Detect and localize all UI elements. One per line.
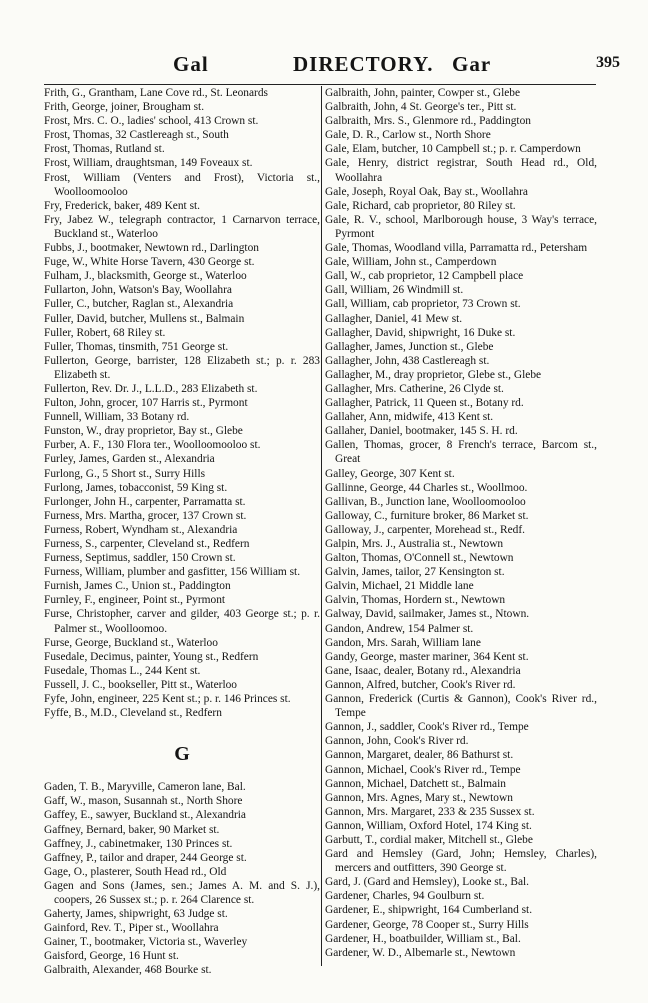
directory-entry: Fubbs, J., bootmaker, Newtown rd., Darlington: [44, 242, 259, 255]
directory-entry: Furnish, James C., Union st., Paddington: [44, 580, 231, 593]
directory-entry: Gale, Elam, butcher, 10 Campbell st.; p. r. Camperdown: [325, 143, 581, 156]
directory-entry: Gallen, Thomas, grocer, 8 French's terrace, Barcom st., Great: [325, 439, 597, 466]
directory-entry: Fyffe, B., M.D., Cleveland st., Redfern: [44, 707, 222, 720]
directory-entry: Galvin, James, tailor, 27 Kensington st.: [325, 566, 505, 579]
directory-entry: Frost, William, draughtsman, 149 Foveaux st.: [44, 157, 253, 170]
directory-entry: Gard and Hemsley (Gard, John; Hemsley, Charles), mercers and outfitters, 390 George st.: [325, 848, 597, 875]
directory-entry: Gallivan, B., Junction lane, Woolloomooloo: [325, 495, 526, 508]
directory-entry: Gannon, Mrs. Margaret, 233 & 235 Sussex st.: [325, 805, 535, 818]
directory-entry: Frost, Thomas, Rutland st.: [44, 143, 165, 156]
directory-entry: Galton, Thomas, O'Connell st., Newtown: [325, 552, 514, 565]
directory-entry: Galpin, Mrs. J., Australia st., Newtown: [325, 538, 504, 550]
directory-entry: Gannon, Frederick (Curtis & Gannon), Cook's River rd., Tempe: [325, 693, 597, 720]
directory-entry: Frost, Thomas, 32 Castlereagh st., South: [44, 129, 229, 142]
directory-entry: Galway, David, sailmaker, James st., Ntown.: [325, 608, 530, 621]
directory-entry: Gannon, Michael, Datchett st., Balmain: [325, 777, 506, 790]
directory-entry: Gallaher, Daniel, bootmaker, 145 S. H. rd.: [325, 425, 518, 438]
directory-entry: Furlong, G., 5 Short st., Surry Hills: [44, 467, 206, 480]
directory-entry: Gallagher, David, shipwright, 16 Duke st.: [325, 326, 516, 339]
directory-entry: Funnell, William, 33 Botany rd.: [44, 411, 190, 424]
directory-entry: Fry, Frederick, baker, 489 Kent st.: [44, 199, 201, 212]
directory-entry: Frith, George, joiner, Brougham st.: [44, 101, 205, 114]
directory-entry: Gallinne, George, 44 Charles st., Woollmoo.: [325, 481, 528, 494]
directory-entry: Fyfe, John, engineer, 225 Kent st.; p. r. 146 Princes st.: [44, 693, 291, 706]
directory-entry: Fussell, J. C., bookseller, Pitt st., Waterloo: [44, 678, 238, 691]
directory-entry: Gale, R. V., school, Marlborough house, 3 Way's terrace, Pyrmont: [325, 213, 597, 240]
directory-entry: Fullerton, Rev. Dr. J., L.L.D., 283 Elizabeth st.: [44, 382, 258, 395]
directory-entry: Fusedale, Thomas L., 244 Kent st.: [44, 664, 201, 677]
header-title: DIRECTORY.: [293, 52, 434, 76]
directory-entry: Fulham, J., blacksmith, George st., Waterloo: [44, 270, 247, 283]
directory-entry: Gaffney, Bernard, baker, 90 Market st.: [44, 823, 220, 836]
directory-entry: Fusedale, Decimus, painter, Young st., Redfern: [44, 650, 259, 663]
directory-entry: Galvin, Thomas, Hordern st., Newtown: [325, 594, 506, 607]
directory-entry: Furness, Septimus, saddler, 150 Crown st.: [44, 552, 236, 565]
directory-entry: Furlong, James, tobacconist, 59 King st.: [44, 481, 228, 494]
directory-entry: Galbraith, Alexander, 468 Bourke st.: [44, 964, 212, 977]
directory-entry: Frith, G., Grantham, Lane Cove rd., St. Leonards: [44, 87, 268, 99]
directory-entry: Galbraith, John, 4 St. George's ter., Pitt st.: [325, 101, 517, 114]
header-right-word: Gar: [452, 52, 492, 76]
directory-entry: Furness, Mrs. Martha, grocer, 137 Crown st.: [44, 509, 247, 522]
directory-entry: Gardener, W. D., Albemarle st., Newtown: [325, 946, 516, 959]
directory-entry: Fulton, John, grocer, 107 Harris st., Pyrmont: [44, 397, 248, 410]
directory-entry: Fullerton, George, barrister, 128 Elizabeth st.; p. r. 283 Elizabeth st.: [44, 354, 320, 381]
directory-entry: Gale, Richard, cab proprietor, 80 Riley st.: [325, 199, 516, 212]
directory-entry: Gallagher, Mrs. Catherine, 26 Clyde st.: [325, 382, 504, 395]
left-column: [44, 86, 320, 978]
directory-entry: Gallagher, Daniel, 41 Mew st.: [325, 312, 463, 325]
directory-entry: Gallaher, Ann, midwife, 413 Kent st.: [325, 411, 494, 424]
directory-entry: Galley, George, 307 Kent st.: [325, 467, 455, 480]
directory-entry: Gaffey, E., sawyer, Buckland st., Alexandria: [44, 809, 246, 822]
directory-entry: Gandon, Andrew, 154 Palmer st.: [325, 622, 474, 635]
directory-entry: Gale, William, John st., Camperdown: [325, 256, 497, 269]
directory-entry: Gardener, George, 78 Cooper st., Surry Hills: [325, 918, 529, 931]
header-rule: [44, 84, 596, 85]
page-number: 395: [596, 54, 620, 71]
directory-entry: Gaffney, J., cabinetmaker, 130 Princes st.: [44, 837, 233, 850]
directory-entry: Fuller, David, butcher, Mullens st., Balmain: [44, 312, 245, 325]
directory-entry: Gall, William, 26 Windmill st.: [325, 284, 464, 297]
directory-entry: Gainford, Rev. T., Piper st., Woollahra: [44, 922, 219, 935]
directory-entry: Gannon, Margaret, dealer, 86 Bathurst st.: [325, 749, 514, 762]
directory-entry: Gaden, T. B., Maryville, Cameron lane, Bal.: [44, 781, 246, 794]
directory-entry: Galvin, Michael, 21 Middle lane: [325, 580, 474, 593]
directory-entry: Gannon, John, Cook's River rd.: [325, 735, 469, 748]
left-g-entry-list: [44, 780, 320, 977]
directory-entry: Fuller, Thomas, tinsmith, 751 George st.: [44, 340, 229, 353]
directory-entry: Furness, William, plumber and gasfitter, 156 William st.: [44, 566, 301, 579]
directory-entry: Furnley, F., engineer, Point st., Pyrmont: [44, 594, 226, 607]
directory-entry: Gaisford, George, 16 Hunt st.: [44, 950, 179, 963]
directory-entry: Gallagher, Patrick, 11 Queen st., Botany rd.: [325, 397, 524, 410]
directory-entry: Furness, Robert, Wyndham st., Alexandria: [44, 523, 238, 536]
directory-entry: Funston, W., dray proprietor, Bay st., Glebe: [44, 425, 243, 438]
directory-entry: Gage, O., plasterer, South Head rd., Old: [44, 865, 227, 878]
directory-entry: Gannon, J., saddler, Cook's River rd., Tempe: [325, 721, 529, 734]
directory-entry: Fuller, Robert, 68 Riley st.: [44, 326, 166, 339]
directory-entry: Gale, D. R., Carlow st., North Shore: [325, 129, 491, 142]
header-left-word: Gal: [173, 52, 209, 76]
directory-entry: Fullarton, John, Watson's Bay, Woollahra: [44, 284, 232, 297]
directory-entry: Gard, J. (Gard and Hemsley), Looke st., Bal.: [325, 876, 530, 889]
directory-entry: Frost, William (Venters and Frost), Victoria st., Woolloomooloo: [44, 171, 320, 198]
directory-entry: Gardener, Charles, 94 Goulburn st.: [325, 890, 485, 903]
directory-entry: Garbutt, T., cordial maker, Mitchell st., Glebe: [325, 833, 533, 846]
directory-entry: Furness, S., carpenter, Cleveland st., Redfern: [44, 538, 250, 550]
page-header: [40, 52, 620, 82]
directory-entry: Furber, A. F., 130 Flora ter., Woolloomooloo st.: [44, 439, 261, 452]
directory-entry: Gallagher, James, Junction st., Glebe: [325, 340, 494, 353]
directory-entry: Galbraith, John, painter, Cowper st., Glebe: [325, 87, 521, 99]
directory-entry: Fry, Jabez W., telegraph contractor, 1 Carnarvon terrace, Buckland st., Waterloo: [44, 213, 320, 240]
directory-entry: Fuge, W., White Horse Tavern, 430 George st.: [44, 256, 255, 269]
directory-entry: Gaffney, P., tailor and draper, 244 George st.: [44, 851, 247, 864]
directory-entry: Fuller, C., butcher, Raglan st., Alexandria: [44, 298, 234, 311]
directory-entry: Gannon, Alfred, butcher, Cook's River rd.: [325, 678, 516, 691]
right-entry-list: [325, 86, 597, 960]
directory-entry: Gannon, Mrs. Agnes, Mary st., Newtown: [325, 791, 513, 804]
directory-entry: Gaff, W., mason, Susannah st., North Shore: [44, 795, 243, 808]
directory-entry: Furse, George, Buckland st., Waterloo: [44, 636, 218, 649]
directory-entry: Gagen and Sons (James, sen.; James A. M. and S. J.), coopers, 26 Sussex st.; p. r. 264 Clarence st.: [44, 879, 320, 906]
directory-entry: Gardener, H., boatbuilder, William st., Bal.: [325, 932, 521, 945]
directory-entry: Gandy, George, master mariner, 364 Kent st.: [325, 650, 529, 663]
directory-entry: Gardener, E., shipwright, 164 Cumberland st.: [325, 904, 533, 917]
directory-entry: Gall, W., cab proprietor, 12 Campbell place: [325, 270, 524, 283]
directory-entry: Gannon, Michael, Cook's River rd., Tempe: [325, 763, 521, 776]
directory-entry: Furlonger, John H., carpenter, Parramatta st.: [44, 495, 246, 508]
section-letter: G: [174, 743, 190, 766]
column-divider: [321, 86, 322, 966]
left-entry-list: [44, 86, 320, 720]
directory-entry: Frost, Mrs. C. O., ladies' school, 413 Crown st.: [44, 115, 259, 128]
directory-entry: Gallagher, M., dray proprietor, Glebe st., Glebe: [325, 368, 542, 381]
directory-entry: Gale, Henry, district registrar, South Head rd., Old, Woollahra: [325, 157, 597, 184]
directory-entry: Gannon, William, Oxford Hotel, 174 King st.: [325, 819, 532, 832]
directory-entry: Gane, Isaac, dealer, Botany rd., Alexandria: [325, 664, 521, 677]
directory-entry: Furley, James, Garden st., Alexandria: [44, 453, 215, 466]
directory-entry: Gainer, T., bootmaker, Victoria st., Waverley: [44, 936, 248, 949]
directory-entry: Galbraith, Mrs. S., Glenmore rd., Paddington: [325, 115, 531, 128]
directory-entry: Gallagher, John, 438 Castlereagh st.: [325, 354, 490, 367]
right-column: [325, 86, 597, 960]
directory-entry: Gaherty, James, shipwright, 63 Judge st.: [44, 908, 228, 921]
directory-entry: Galloway, J., carpenter, Morehead st., Redf.: [325, 523, 525, 536]
directory-entry: Galloway, C., furniture broker, 86 Market st.: [325, 509, 529, 522]
directory-entry: Furse, Christopher, carver and gilder, 403 George st.; p. r. Palmer st., Woolloomoo.: [44, 608, 320, 635]
directory-entry: Gale, Thomas, Woodland villa, Parramatta rd., Petersham: [325, 242, 588, 255]
directory-entry: Gandon, Mrs. Sarah, William lane: [325, 636, 481, 649]
directory-entry: Gale, Joseph, Royal Oak, Bay st., Woollahra: [325, 185, 528, 198]
directory-entry: Gall, William, cab proprietor, 73 Crown st.: [325, 298, 521, 311]
